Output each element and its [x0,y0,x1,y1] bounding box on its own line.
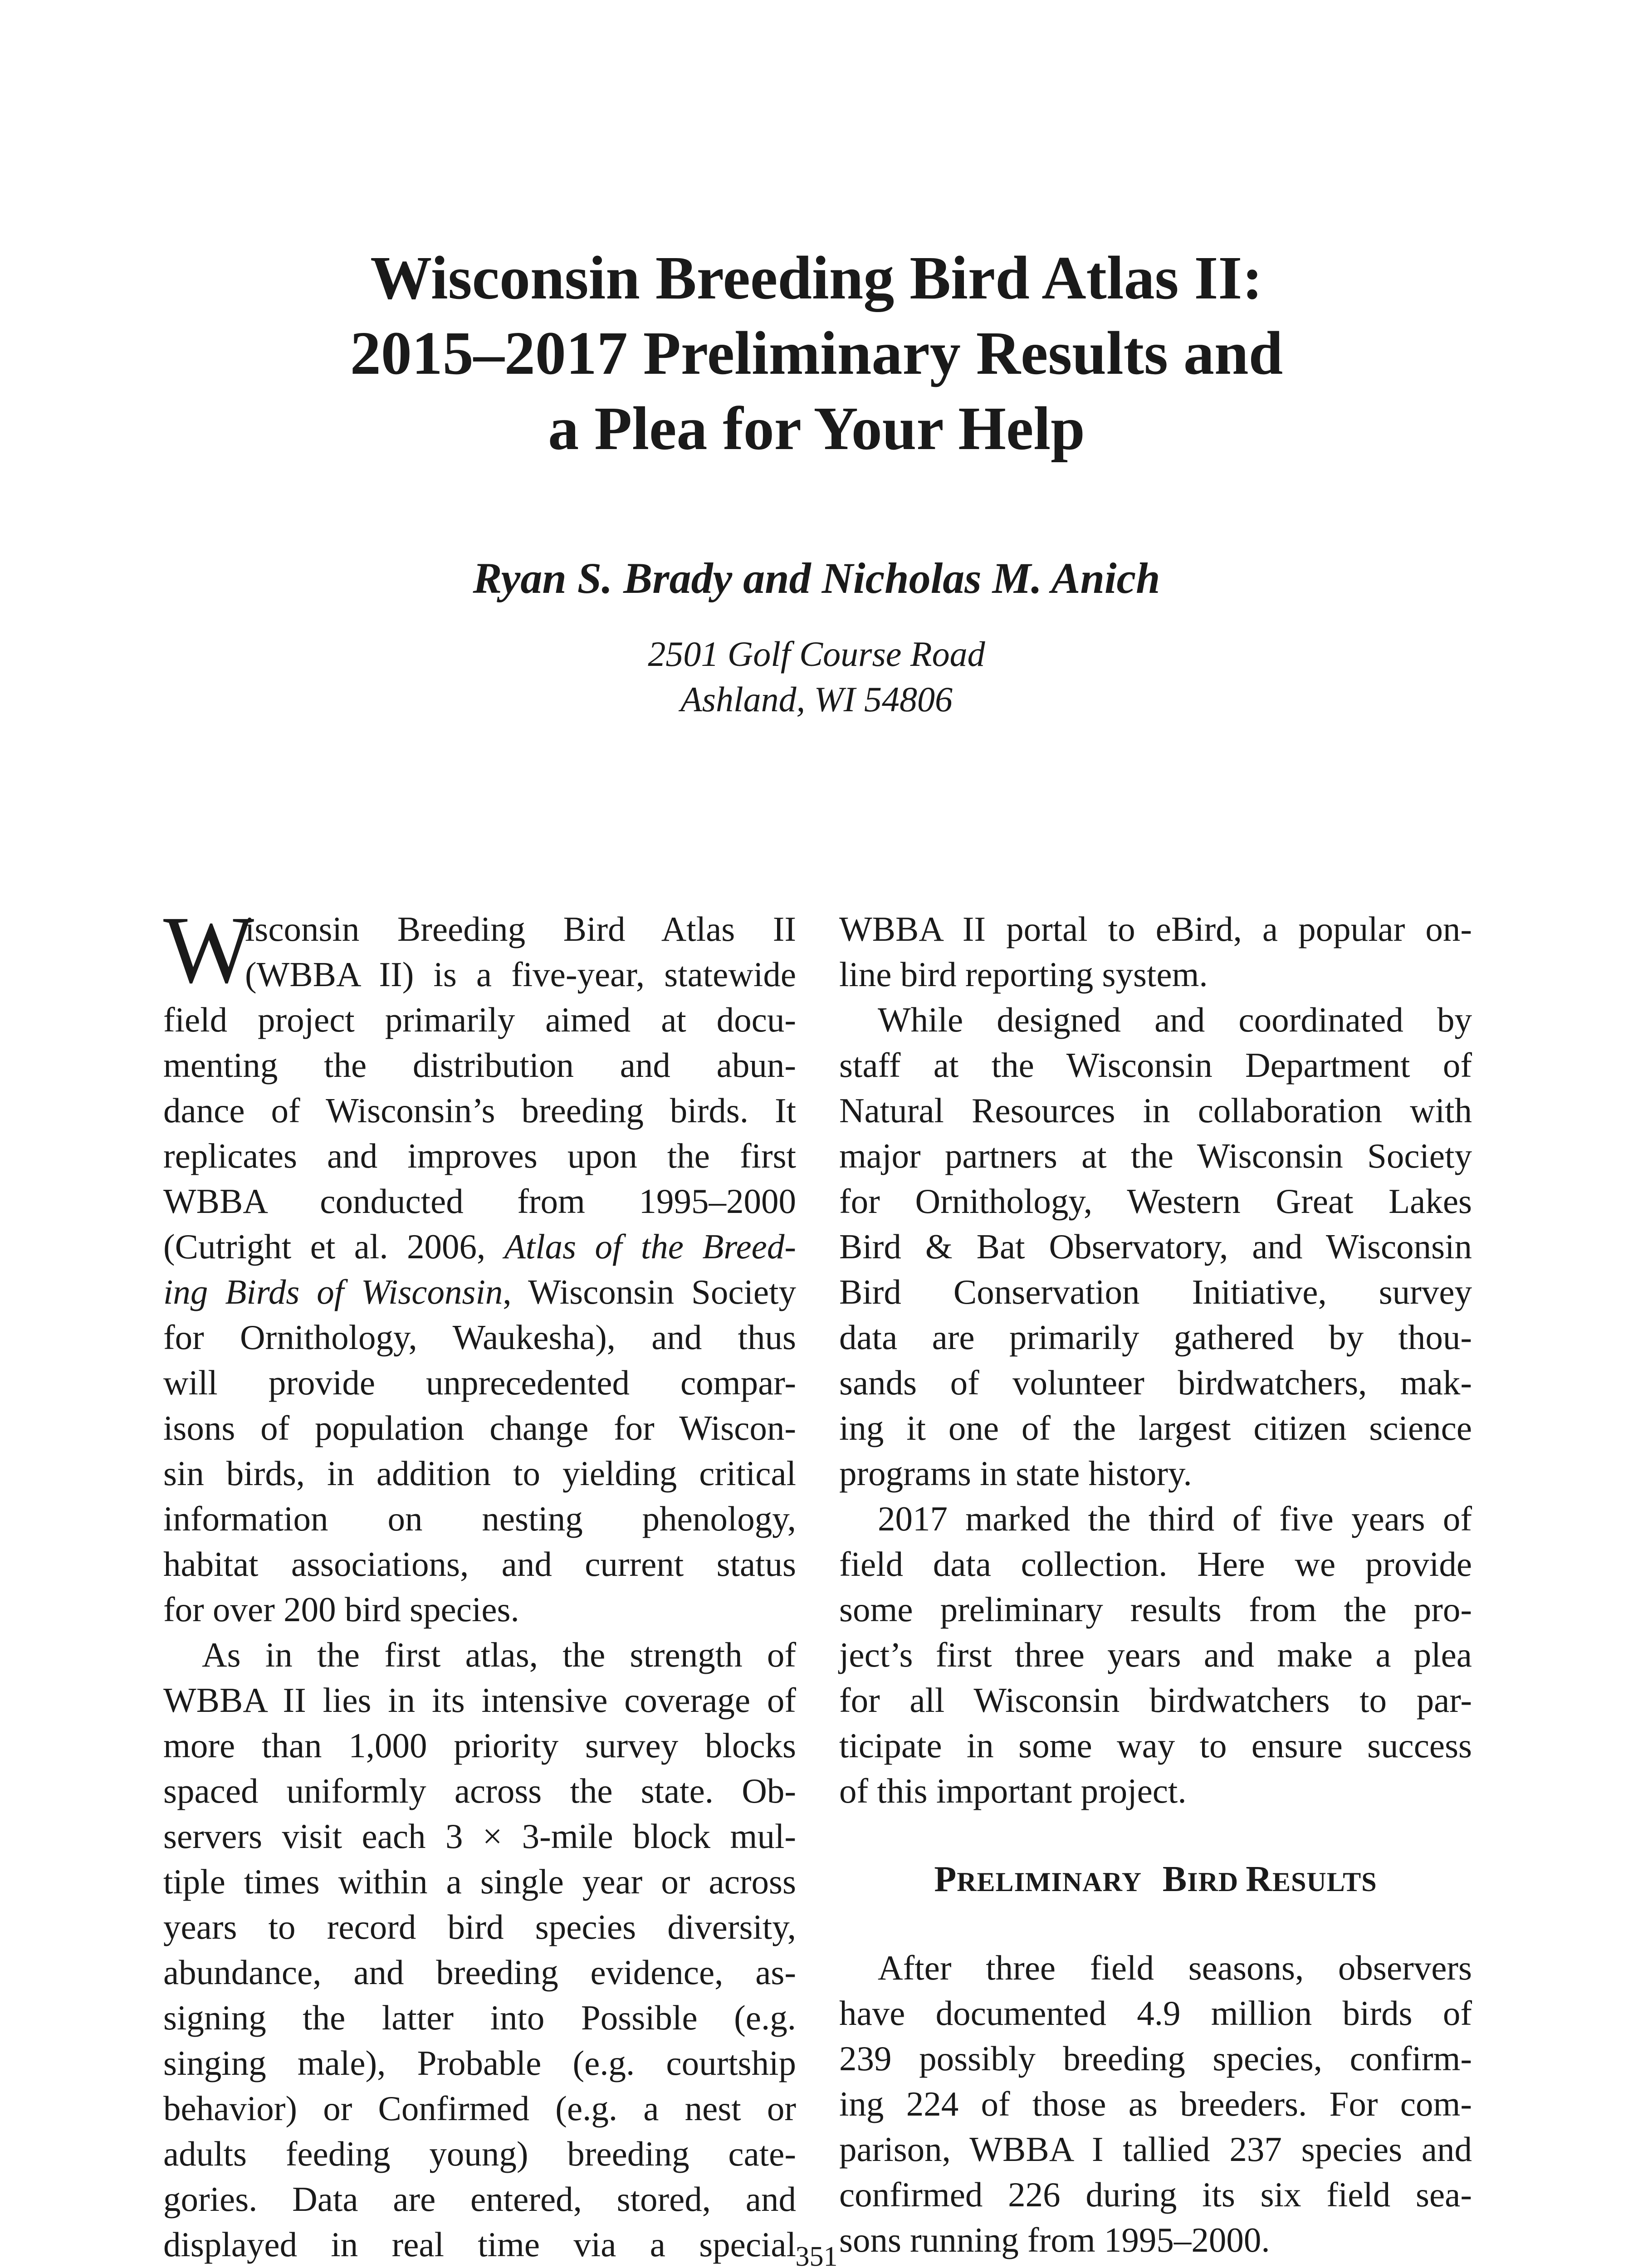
text-line: confirmed 226 during its six field sea- [839,2175,1472,2214]
text-segment: (Cutright et al. 2006, [163,1227,486,1266]
book-title-italic: Atlas of the Breed- [504,1227,796,1266]
text-line: isconsin Breeding Bird Atlas II [245,909,796,948]
text-line: replicates and improves upon the first [163,1136,796,1175]
title-line: 2015–2017 Preliminary Results and [350,319,1283,387]
text-line: more than 1,000 priority survey blocks [163,1726,796,1765]
text-line: WBBA II portal to eBird, a popular on- [839,909,1472,948]
text-line: data are primarily gathered by thou- [839,1318,1472,1357]
text-line: spaced uniformly across the state. Ob- [163,1771,796,1810]
text-line: ing it one of the largest citizen science [839,1408,1472,1447]
text-line: programs in state history. [839,1454,1192,1493]
text-line: field data collection. Here we provide [839,1545,1472,1584]
text-line: for over 200 bird species. [163,1590,519,1629]
text-line: menting the distribution and abun- [163,1046,796,1085]
text-line: staff at the Wisconsin Department of [839,1046,1472,1085]
text-line: years to record bird species diversity, [163,1907,796,1946]
text-line: tiple times within a single year or across [163,1862,796,1901]
author-byline: Ryan S. Brady and Nicholas M. Anich [473,554,1160,602]
section-heading [839,1857,1472,1902]
text-line: signing the latter into Possible (e.g. [163,1998,796,2037]
text-line: After three field seasons, observers [878,1948,1472,1987]
text-line: As in the first atlas, the strength of [202,1635,796,1674]
text-line: WBBA conducted from 1995–2000 [163,1182,796,1221]
book-title-italic: ing Birds of Wisconsin [163,1272,503,1311]
text-line: gories. Data are entered, stored, and [163,2180,796,2219]
text-line: 239 possibly breeding species, confirm- [839,2039,1472,2078]
text-line: displayed in real time via a special [163,2225,796,2264]
text-line: WBBA II lies in its intensive coverage of [163,1681,796,1720]
text-line: habitat associations, and current status [163,1545,796,1584]
text-line: servers visit each 3 × 3-mile block mul- [163,1817,796,1856]
text-line: sons running from 1995–2000. [839,2220,1270,2259]
title-line: Wisconsin Breeding Bird Atlas II: [370,244,1263,312]
text-line: some preliminary results from the pro- [839,1590,1472,1629]
text-line: line bird reporting system. [839,955,1208,994]
text-line: will provide unprecedented compar- [163,1363,796,1402]
text-segment: , Wisconsin Society [503,1272,796,1311]
text-line: for all Wisconsin birdwatchers to par- [839,1681,1472,1720]
address-street: 2501 Golf Course Road [648,634,985,674]
article-title [0,240,1633,466]
text-line: Natural Resources in collaboration with [839,1091,1472,1130]
heading-initial: B [1162,1859,1188,1899]
text-line: While designed and coordinated by [878,1000,1472,1039]
text-line: behavior) or Confirmed (e.g. a nest or [163,2089,796,2128]
text-line: sin birds, in addition to yielding critical [163,1454,796,1493]
text-line: ject’s first three years and make a plea [839,1635,1472,1674]
text-line: have documented 4.9 million birds of [839,1994,1472,2033]
right-column [839,906,1472,2263]
text-line: ing 224 of those as breeders. For com- [839,2084,1472,2123]
text-line: 2017 marked the third of five years of [878,1499,1472,1538]
heading-initial: P [934,1859,957,1899]
text-line: Bird Conservation Initiative, survey [839,1272,1472,1311]
text-line: isons of population change for Wiscon- [163,1408,796,1447]
text-line: singing male), Probable (e.g. courtship [163,2043,796,2082]
heading-smallcaps: IRD [1187,1867,1239,1897]
author-address [0,631,1633,722]
text-line: information on nesting phenology, [163,1499,796,1538]
text-line [163,1269,796,1315]
address-city: Ashland, WI 54806 [680,679,953,719]
text-line: parison, WBBA I tallied 237 species and [839,2130,1472,2169]
heading-smallcaps: RELIMINARY [957,1867,1141,1897]
heading-smallcaps: ESULTS [1272,1867,1377,1897]
text-line: major partners at the Wisconsin Society [839,1136,1472,1175]
text-line: Bird & Bat Observatory, and Wisconsin [839,1227,1472,1266]
left-column [163,896,796,2267]
text-line: adults feeding young) breeding cate- [163,2134,796,2173]
text-line: sands of volunteer birdwatchers, mak- [839,1363,1472,1402]
text-line: for Ornithology, Western Great Lakes [839,1182,1472,1221]
title-line: a Plea for Your Help [548,395,1085,463]
text-line: field project primarily aimed at docu- [163,1000,796,1039]
text-line: (WBBA II) is a five-year, statewide [245,955,796,994]
drop-cap: W [163,896,254,1003]
text-line: abundance, and breeding evidence, as- [163,1953,796,1992]
heading-initial: R [1246,1859,1273,1899]
text-line: ticipate in some way to ensure success [839,1726,1472,1765]
text-line [163,1224,796,1269]
page-number: 351 [795,2241,838,2268]
text-line: of this important project. [839,1771,1187,1810]
text-line: dance of Wisconsin’s breeding birds. It [163,1091,796,1130]
text-line: for Ornithology, Waukesha), and thus [163,1318,796,1357]
